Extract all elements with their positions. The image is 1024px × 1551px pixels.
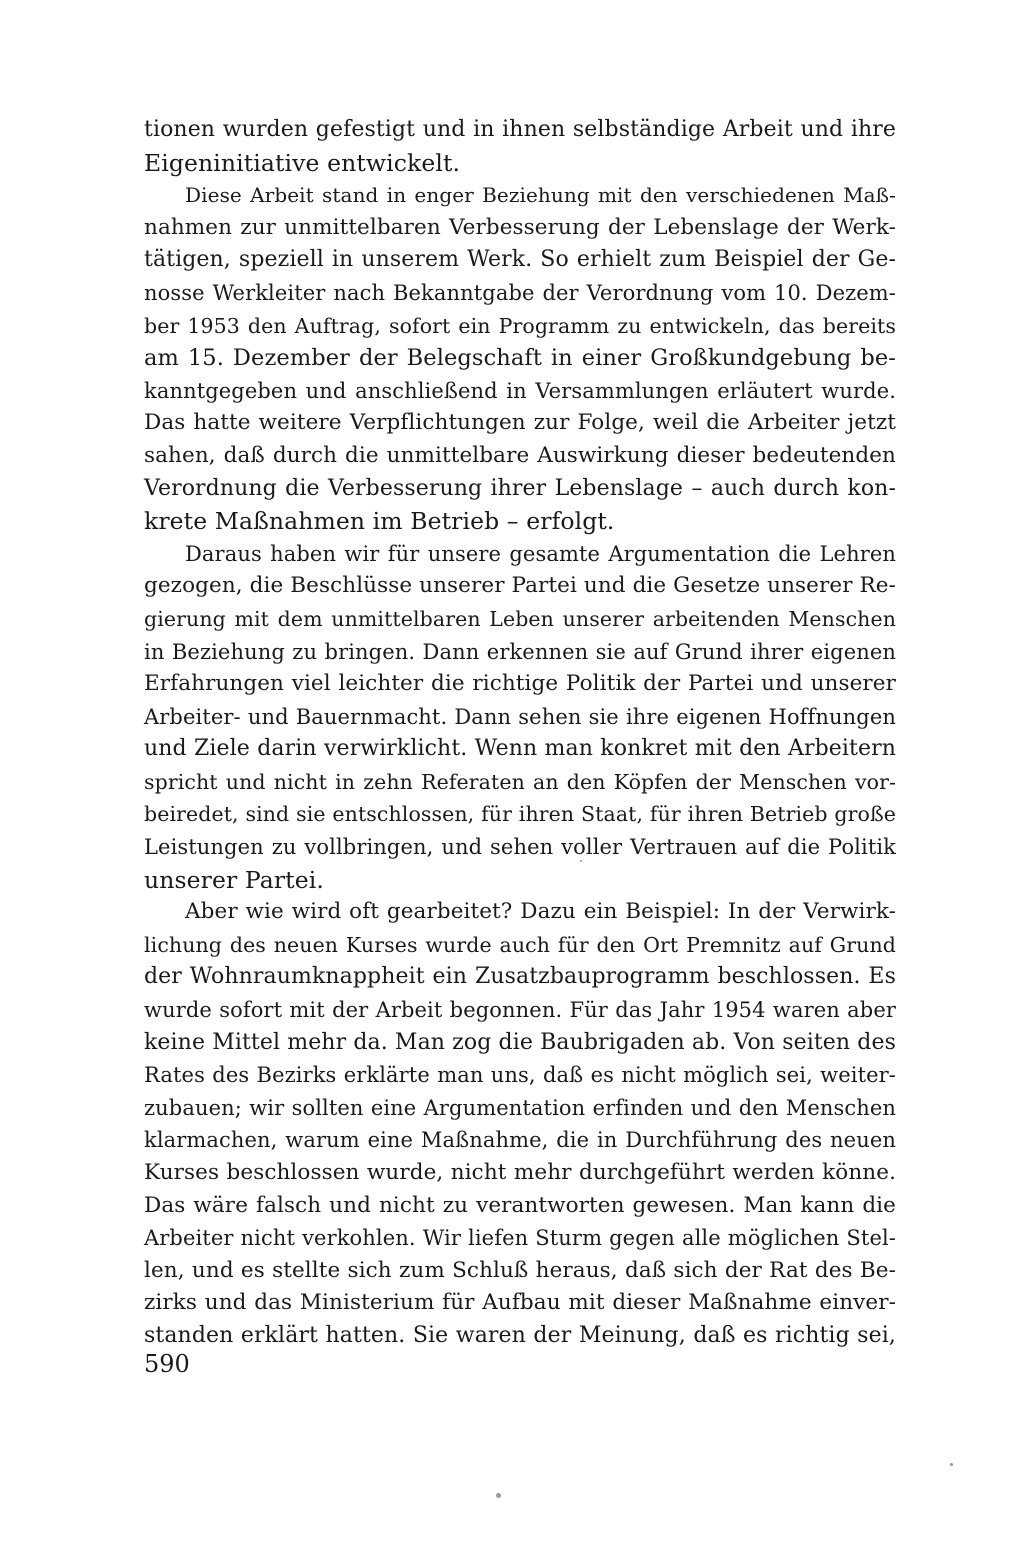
text-line: in Beziehung zu bringen. Dann erkennen sie auf Grund ihrer eigenen <box>144 639 896 664</box>
text-line: gezogen, die Beschlüsse unserer Partei und die Gesetze unserer Re- <box>144 573 896 599</box>
text-line: nahmen zur unmittelbaren Verbesserung der Lebenslage der Werk- <box>144 214 896 240</box>
text-line: Verordnung die Verbesserung ihrer Lebenslage – auch durch kon- <box>144 475 896 501</box>
text-line: Das hatte weitere Verpflichtungen zur Folge, weil die Arbeiter jetzt <box>144 410 896 436</box>
text-line: Leistungen zu vollbringen, und sehen voller Vertrauen auf die Politik <box>144 835 896 860</box>
text-line: kanntgegeben und anschließend in Versammlungen erläutert wurde. <box>144 378 896 403</box>
text-line: der Wohnraumknappheit ein Zusatzbauprogramm beschlossen. Es <box>144 964 896 990</box>
text-line: keine Mittel mehr da. Man zog die Baubrigaden ab. Von seiten des <box>144 1029 896 1055</box>
text-line: Rates des Bezirks erklärte man uns, daß es nicht möglich sei, weiter- <box>144 1063 896 1088</box>
text-line: nosse Werkleiter nach Bekanntgabe der Verordnung vom 10. Dezem- <box>144 280 896 305</box>
text-line: am 15. Dezember der Belegschaft in einer Großkundgebung be- <box>144 345 896 372</box>
text-line: Arbeiter- und Bauernmacht. Dann sehen sie ihre eigenen Hoffnungen <box>144 704 896 729</box>
text-line: Kurses beschlossen wurde, nicht mehr durchgeführt werden könne. <box>144 1160 896 1185</box>
text-line: klarmachen, warum eine Maßnahme, die in Durchführung des neuen <box>144 1128 896 1153</box>
text-line: Diese Arbeit stand in enger Beziehung mit den verschiedenen Maß- <box>185 183 896 208</box>
text-line: Das wäre falsch und nicht zu verantworten gewesen. Man kann die <box>144 1192 896 1218</box>
print-speck <box>950 1463 953 1466</box>
print-speck <box>496 1493 501 1498</box>
text-line: sahen, daß durch die unmittelbare Auswirkung dieser bedeutenden <box>144 442 896 468</box>
text-line: lichung des neuen Kurses wurde auch für den Ort Premnitz auf Grund <box>144 932 896 957</box>
text-line: ber 1953 den Auftrag, sofort ein Programm zu entwickeln, das bereits <box>144 313 896 338</box>
text-line: standen erklärt hatten. Sie waren der Meinung, daß es richtig sei, <box>144 1322 896 1348</box>
text-line: tionen wurden gefestigt und in ihnen selbständige Arbeit und ihre <box>144 117 896 142</box>
text-line: Daraus haben wir für unsere gesamte Argumentation die Lehren <box>185 541 896 566</box>
text-line: len, und es stellte sich zum Schluß heraus, daß sich der Rat des Be- <box>144 1257 896 1283</box>
text-line: beiredet, sind sie entschlossen, für ihren Staat, für ihren Betrieb große <box>144 802 896 827</box>
page-number: 590 <box>144 1350 190 1378</box>
text-line: Eigeninitiative entwickelt. <box>144 148 461 177</box>
text-line: zirks und das Ministerium für Aufbau mit dieser Maßnahme einver- <box>144 1290 896 1316</box>
text-line: Arbeiter nicht verkohlen. Wir liefen Sturm gegen alle möglichen Stel- <box>144 1226 896 1251</box>
text-line: tätigen, speziell in unserem Werk. So erhielt zum Beispiel der Ge- <box>144 247 896 273</box>
text-line: gierung mit dem unmittelbaren Leben unserer arbeitenden Menschen <box>144 606 896 631</box>
text-line: und Ziele darin verwirklicht. Wenn man konkret mit den Arbeitern <box>144 736 896 762</box>
text-line: krete Maßnahmen im Betrieb – erfolgt. <box>144 507 615 536</box>
text-line: Aber wie wird oft gearbeitet? Dazu ein Beispiel: In der Verwirk- <box>185 899 896 925</box>
body-text <box>144 114 896 1353</box>
text-line: zubauen; wir sollten eine Argumentation erfinden und den Menschen <box>144 1095 896 1120</box>
text-line: unserer Partei. <box>144 865 324 894</box>
text-line: spricht und nicht in zehn Referaten an den Köpfen der Menschen vor- <box>144 769 896 794</box>
print-speck <box>580 860 582 862</box>
text-line: Erfahrungen viel leichter die richtige Politik der Partei und unserer <box>144 671 896 697</box>
text-line: wurde sofort mit der Arbeit begonnen. Für das Jahr 1954 waren aber <box>144 998 896 1023</box>
